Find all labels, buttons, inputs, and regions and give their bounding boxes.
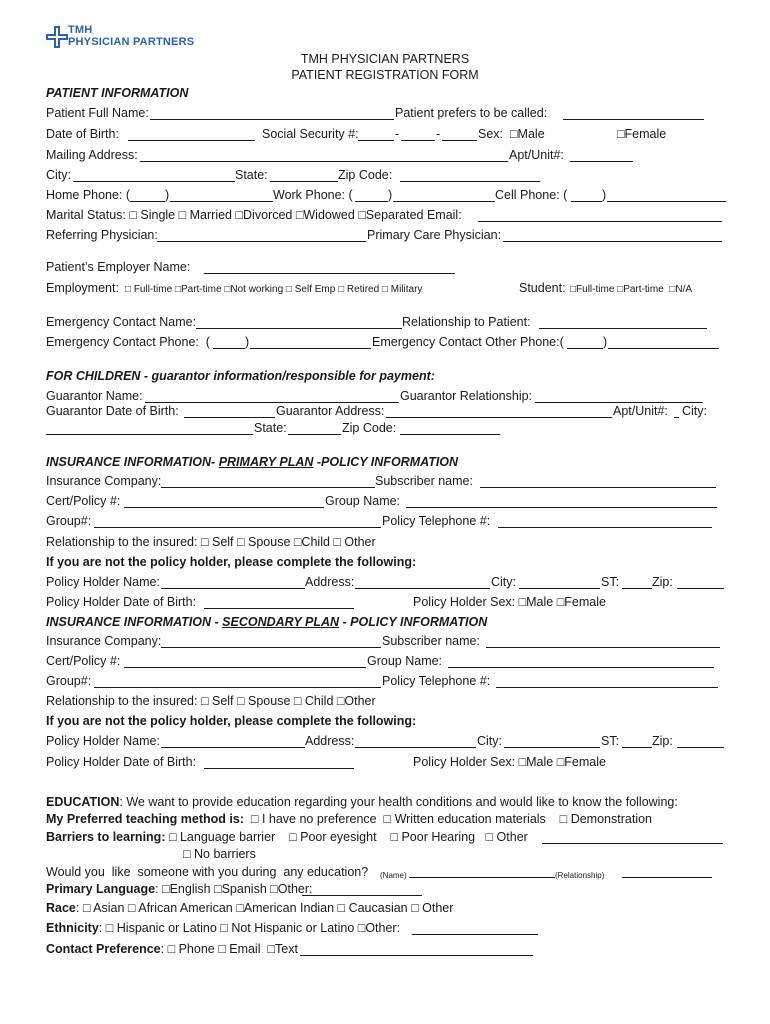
secondary-address-label: Address: (305, 734, 355, 748)
ec-name-label: Emergency Contact Name: (46, 315, 197, 329)
cell-phone-paren: ) (602, 188, 607, 202)
guarantor-relationship-label: Guarantor Relationship: (400, 389, 533, 403)
education-intro-text: : We want to provide education regarding your health conditions and would like to know the following: (119, 795, 678, 809)
teaching-method-options[interactable]: □ I have no preference □ Written education materials □ Demonstration (243, 812, 652, 826)
primary-not-holder-note: If you are not the policy holder, please complete the following: (46, 555, 417, 569)
primary-company-field[interactable] (161, 487, 375, 488)
ec-other-paren: ) (603, 335, 608, 349)
ec-phone-paren: ) (245, 335, 250, 349)
secondary-ph-dob-label: Policy Holder Date of Birth: (46, 755, 197, 769)
logo-text-tmh: TMH (68, 24, 93, 36)
primary-zip-label: Zip: (652, 575, 673, 589)
ec-other-phone-label: Emergency Contact Other Phone:( (372, 335, 564, 349)
patient-full-name-label: Patient Full Name: (46, 106, 149, 120)
ethnicity-options[interactable]: : □ Hispanic or Latino □ Not Hispanic or Latino □Other: (98, 921, 401, 935)
apt-unit-field[interactable] (570, 161, 633, 162)
secondary-cert-field[interactable] (124, 667, 366, 668)
secondary-subscriber-field[interactable] (486, 647, 720, 648)
sex-female-checkbox[interactable]: □Female (617, 127, 667, 141)
secondary-company-field[interactable] (161, 647, 381, 648)
race-label: Race (46, 901, 76, 915)
barriers-row (46, 829, 528, 845)
ec-other-phone-field[interactable] (608, 348, 719, 349)
contact-preference-label: Contact Preference (46, 942, 161, 956)
ec-phone-label: Emergency Contact Phone: ( (46, 335, 210, 349)
work-phone-paren: ) (388, 188, 393, 202)
pcp-label: Primary Care Physician: (367, 228, 502, 242)
primary-language-options[interactable]: : □English □Spanish □Other: (155, 882, 313, 896)
contact-text-field[interactable] (300, 955, 533, 956)
cell-phone-label: Cell Phone: ( (495, 188, 568, 202)
secondary-heading-plan: SECONDARY PLAN (222, 615, 340, 629)
cell-phone-area-field[interactable] (571, 201, 602, 202)
secondary-ph-dob-field[interactable] (204, 768, 354, 769)
secondary-not-holder-note: If you are not the policy holder, please complete the following: (46, 714, 417, 728)
ec-name-field[interactable] (196, 328, 402, 329)
primary-language-label: Primary Language (46, 882, 156, 896)
secondary-ph-sex-options[interactable]: Policy Holder Sex: □Male □Female (413, 755, 606, 769)
ec-relationship-field[interactable] (539, 328, 707, 329)
education-label: EDUCATION (46, 795, 120, 809)
secondary-cert-label: Cert/Policy #: (46, 654, 121, 668)
guarantor-dob-label: Guarantor Date of Birth: (46, 404, 179, 418)
ssn-field-3[interactable] (442, 140, 477, 141)
secondary-ph-name-field[interactable] (161, 747, 305, 748)
language-other-field[interactable] (302, 895, 422, 896)
primary-address-label: Address: (305, 575, 355, 589)
ethnicity-row (46, 920, 400, 936)
guarantor-state-field[interactable] (288, 434, 341, 435)
primary-group-name-field[interactable] (406, 507, 717, 508)
secondary-group-num-field[interactable] (94, 687, 381, 688)
teaching-method-row (46, 811, 652, 827)
teaching-method-label: My Preferred teaching method is: (46, 812, 244, 826)
barriers-label: Barriers to learning: (46, 830, 166, 844)
guarantor-address-field[interactable] (386, 417, 612, 418)
state-field[interactable] (270, 181, 338, 182)
companion-name-hint: (Name) (380, 871, 407, 880)
email-field[interactable] (478, 221, 722, 222)
primary-ph-dob-label: Policy Holder Date of Birth: (46, 595, 197, 609)
primary-group-name-label: Group Name: (325, 494, 401, 508)
ec-relationship-label: Relationship to Patient: (402, 315, 531, 329)
sex-male-checkbox[interactable]: □Male (510, 127, 545, 141)
marital-status-row[interactable]: Marital Status: □ Single □ Married □Divorced □Widowed □Separated Email: (46, 208, 462, 222)
primary-group-num-field[interactable] (94, 527, 381, 528)
city-field[interactable] (73, 181, 235, 182)
home-phone-field[interactable] (170, 201, 273, 202)
secondary-city-label: City: (477, 734, 502, 748)
secondary-zip-field[interactable] (677, 747, 724, 748)
patient-full-name-field[interactable] (150, 119, 394, 120)
secondary-group-num-label: Group#: (46, 674, 92, 688)
ssn-dash-1: - (395, 127, 400, 141)
primary-company-label: Insurance Company: (46, 474, 162, 488)
patient-prefers-label: Patient prefers to be called: (395, 106, 548, 120)
primary-city-label: City: (491, 575, 516, 589)
patient-prefers-field[interactable] (563, 119, 704, 120)
race-row (46, 900, 453, 916)
barriers-other-field[interactable] (542, 843, 723, 844)
primary-heading-plan: PRIMARY PLAN (218, 455, 314, 469)
guarantor-city-label: City: (682, 404, 707, 418)
zip-label: Zip Code: (338, 168, 393, 182)
education-intro (46, 794, 678, 810)
secondary-address-field[interactable] (355, 747, 476, 748)
secondary-heading-part-3: - POLICY INFORMATION (339, 615, 488, 629)
secondary-relationship-options[interactable]: Relationship to the insured: □ Self □ Spouse □ Child □Other (46, 694, 376, 708)
guarantor-apt-field[interactable] (674, 417, 679, 418)
student-options[interactable]: □Full-time □Part-time □N/A (570, 284, 693, 295)
secondary-company-label: Insurance Company: (46, 634, 162, 648)
home-phone-paren: ) (165, 188, 170, 202)
state-label: State: (235, 168, 268, 182)
medical-cross-logo-icon (46, 26, 68, 48)
ssn-field-1[interactable] (358, 140, 394, 141)
ssn-dash-2: - (436, 127, 441, 141)
work-phone-area-field[interactable] (355, 201, 388, 202)
mailing-address-field[interactable] (140, 161, 508, 162)
primary-subscriber-label: Subscriber name: (375, 474, 473, 488)
ethnicity-other-field[interactable] (412, 934, 538, 935)
secondary-heading-part-1: INSURANCE INFORMATION - (46, 615, 223, 629)
primary-language-row (46, 881, 313, 897)
ssn-label: Social Security #: (262, 127, 359, 141)
secondary-group-name-field[interactable] (448, 667, 714, 668)
guarantor-address-label: Guarantor Address: (276, 404, 385, 418)
patient-info-heading: PATIENT INFORMATION (46, 86, 189, 100)
guarantor-name-label: Guarantor Name: (46, 389, 143, 403)
primary-group-num-label: Group#: (46, 514, 92, 528)
dob-label: Date of Birth: (46, 127, 119, 141)
secondary-subscriber-label: Subscriber name: (382, 634, 480, 648)
primary-ph-name-field[interactable] (161, 588, 305, 589)
ssn-field-2[interactable] (401, 140, 435, 141)
primary-relationship-options[interactable]: Relationship to the insured: □ Self □ Spouse □Child □ Other (46, 535, 376, 549)
primary-heading-part-3: -POLICY INFORMATION (313, 455, 459, 469)
primary-cert-label: Cert/Policy #: (46, 494, 121, 508)
employment-label: Employment: (46, 281, 119, 295)
secondary-policy-phone-field[interactable] (496, 687, 718, 688)
primary-subscriber-field[interactable] (480, 487, 716, 488)
secondary-st-label: ST: (601, 734, 620, 748)
employer-label: Patient’s Employer Name: (46, 260, 191, 274)
ec-phone-area-field[interactable] (213, 348, 245, 349)
referring-physician-field[interactable] (157, 241, 366, 242)
primary-ph-dob-field[interactable] (204, 608, 354, 609)
primary-st-field[interactable] (622, 588, 652, 589)
guarantor-zip-label: Zip Code: (342, 421, 397, 435)
no-barriers-checkbox[interactable]: □ No barriers (183, 847, 256, 861)
guarantor-zip-field[interactable] (400, 434, 500, 435)
apt-unit-label: Apt/Unit#: (509, 148, 564, 162)
ec-phone-field[interactable] (250, 348, 371, 349)
companion-relationship-field[interactable] (622, 877, 712, 878)
zip-field[interactable] (400, 181, 540, 182)
guarantor-dob-field[interactable] (184, 417, 275, 418)
contact-preference-options[interactable]: : □ Phone □ Email □Text (160, 942, 298, 956)
primary-ph-sex-options[interactable]: Policy Holder Sex: □Male □Female (413, 595, 606, 609)
companion-relationship-hint: (Relationship) (555, 871, 605, 880)
guarantor-apt-label: Apt/Unit#: (613, 404, 668, 418)
city-label: City: (46, 168, 71, 182)
secondary-group-name-label: Group Name: (367, 654, 443, 668)
ethnicity-label: Ethnicity (46, 921, 99, 935)
barriers-options[interactable]: □ Language barrier □ Poor eyesight □ Poor Hearing □ Other (165, 830, 528, 844)
ec-other-area-field[interactable] (567, 348, 603, 349)
primary-policy-phone-field[interactable] (498, 527, 712, 528)
primary-cert-field[interactable] (124, 507, 324, 508)
primary-insurance-heading (46, 454, 458, 470)
referring-physician-label: Referring Physician: (46, 228, 158, 242)
home-phone-area-field[interactable] (130, 201, 165, 202)
children-heading: FOR CHILDREN - guarantor information/responsible for payment: (46, 369, 435, 383)
mailing-address-label: Mailing Address: (46, 148, 138, 162)
home-phone-label: Home Phone: ( (46, 188, 131, 202)
secondary-ph-name-label: Policy Holder Name: (46, 734, 160, 748)
secondary-insurance-heading (46, 614, 487, 630)
primary-st-label: ST: (601, 575, 620, 589)
employment-options[interactable]: □ Full-time □Part-time □Not working □ Self Emp □ Retired □ Military (125, 284, 423, 295)
secondary-st-field[interactable] (622, 747, 652, 748)
pcp-field[interactable] (503, 241, 722, 242)
primary-heading-part-1: INSURANCE INFORMATION- (46, 455, 219, 469)
student-label: Student: (519, 281, 566, 295)
guarantor-city-field[interactable] (46, 434, 253, 435)
logo-text-physician-partners: PHYSICIAN PARTNERS (68, 36, 195, 48)
primary-policy-phone-label: Policy Telephone #: (382, 514, 491, 528)
form-title: PATIENT REGISTRATION FORM (291, 68, 479, 82)
primary-address-field[interactable] (355, 588, 490, 589)
tmh-logo (46, 24, 206, 50)
companion-name-field[interactable] (409, 877, 555, 878)
contact-preference-row (46, 941, 298, 957)
race-options[interactable]: : □ Asian □ African American □American Indian □ Caucasian □ Other (75, 901, 454, 915)
secondary-policy-phone-label: Policy Telephone #: (382, 674, 491, 688)
sex-label: Sex: (478, 127, 504, 141)
primary-zip-field[interactable] (677, 588, 724, 589)
primary-ph-name-label: Policy Holder Name: (46, 575, 160, 589)
companion-question: Would you like someone with you during any education? (46, 865, 369, 879)
dob-field[interactable] (128, 140, 255, 141)
primary-city-field[interactable] (519, 588, 600, 589)
work-phone-field[interactable] (393, 201, 495, 202)
work-phone-label: Work Phone: ( (273, 188, 353, 202)
employer-field[interactable] (204, 273, 455, 274)
form-org-title: TMH PHYSICIAN PARTNERS (300, 52, 470, 66)
secondary-zip-label: Zip: (652, 734, 673, 748)
secondary-city-field[interactable] (504, 747, 600, 748)
cell-phone-field[interactable] (607, 201, 726, 202)
guarantor-state-label: State: (254, 421, 287, 435)
